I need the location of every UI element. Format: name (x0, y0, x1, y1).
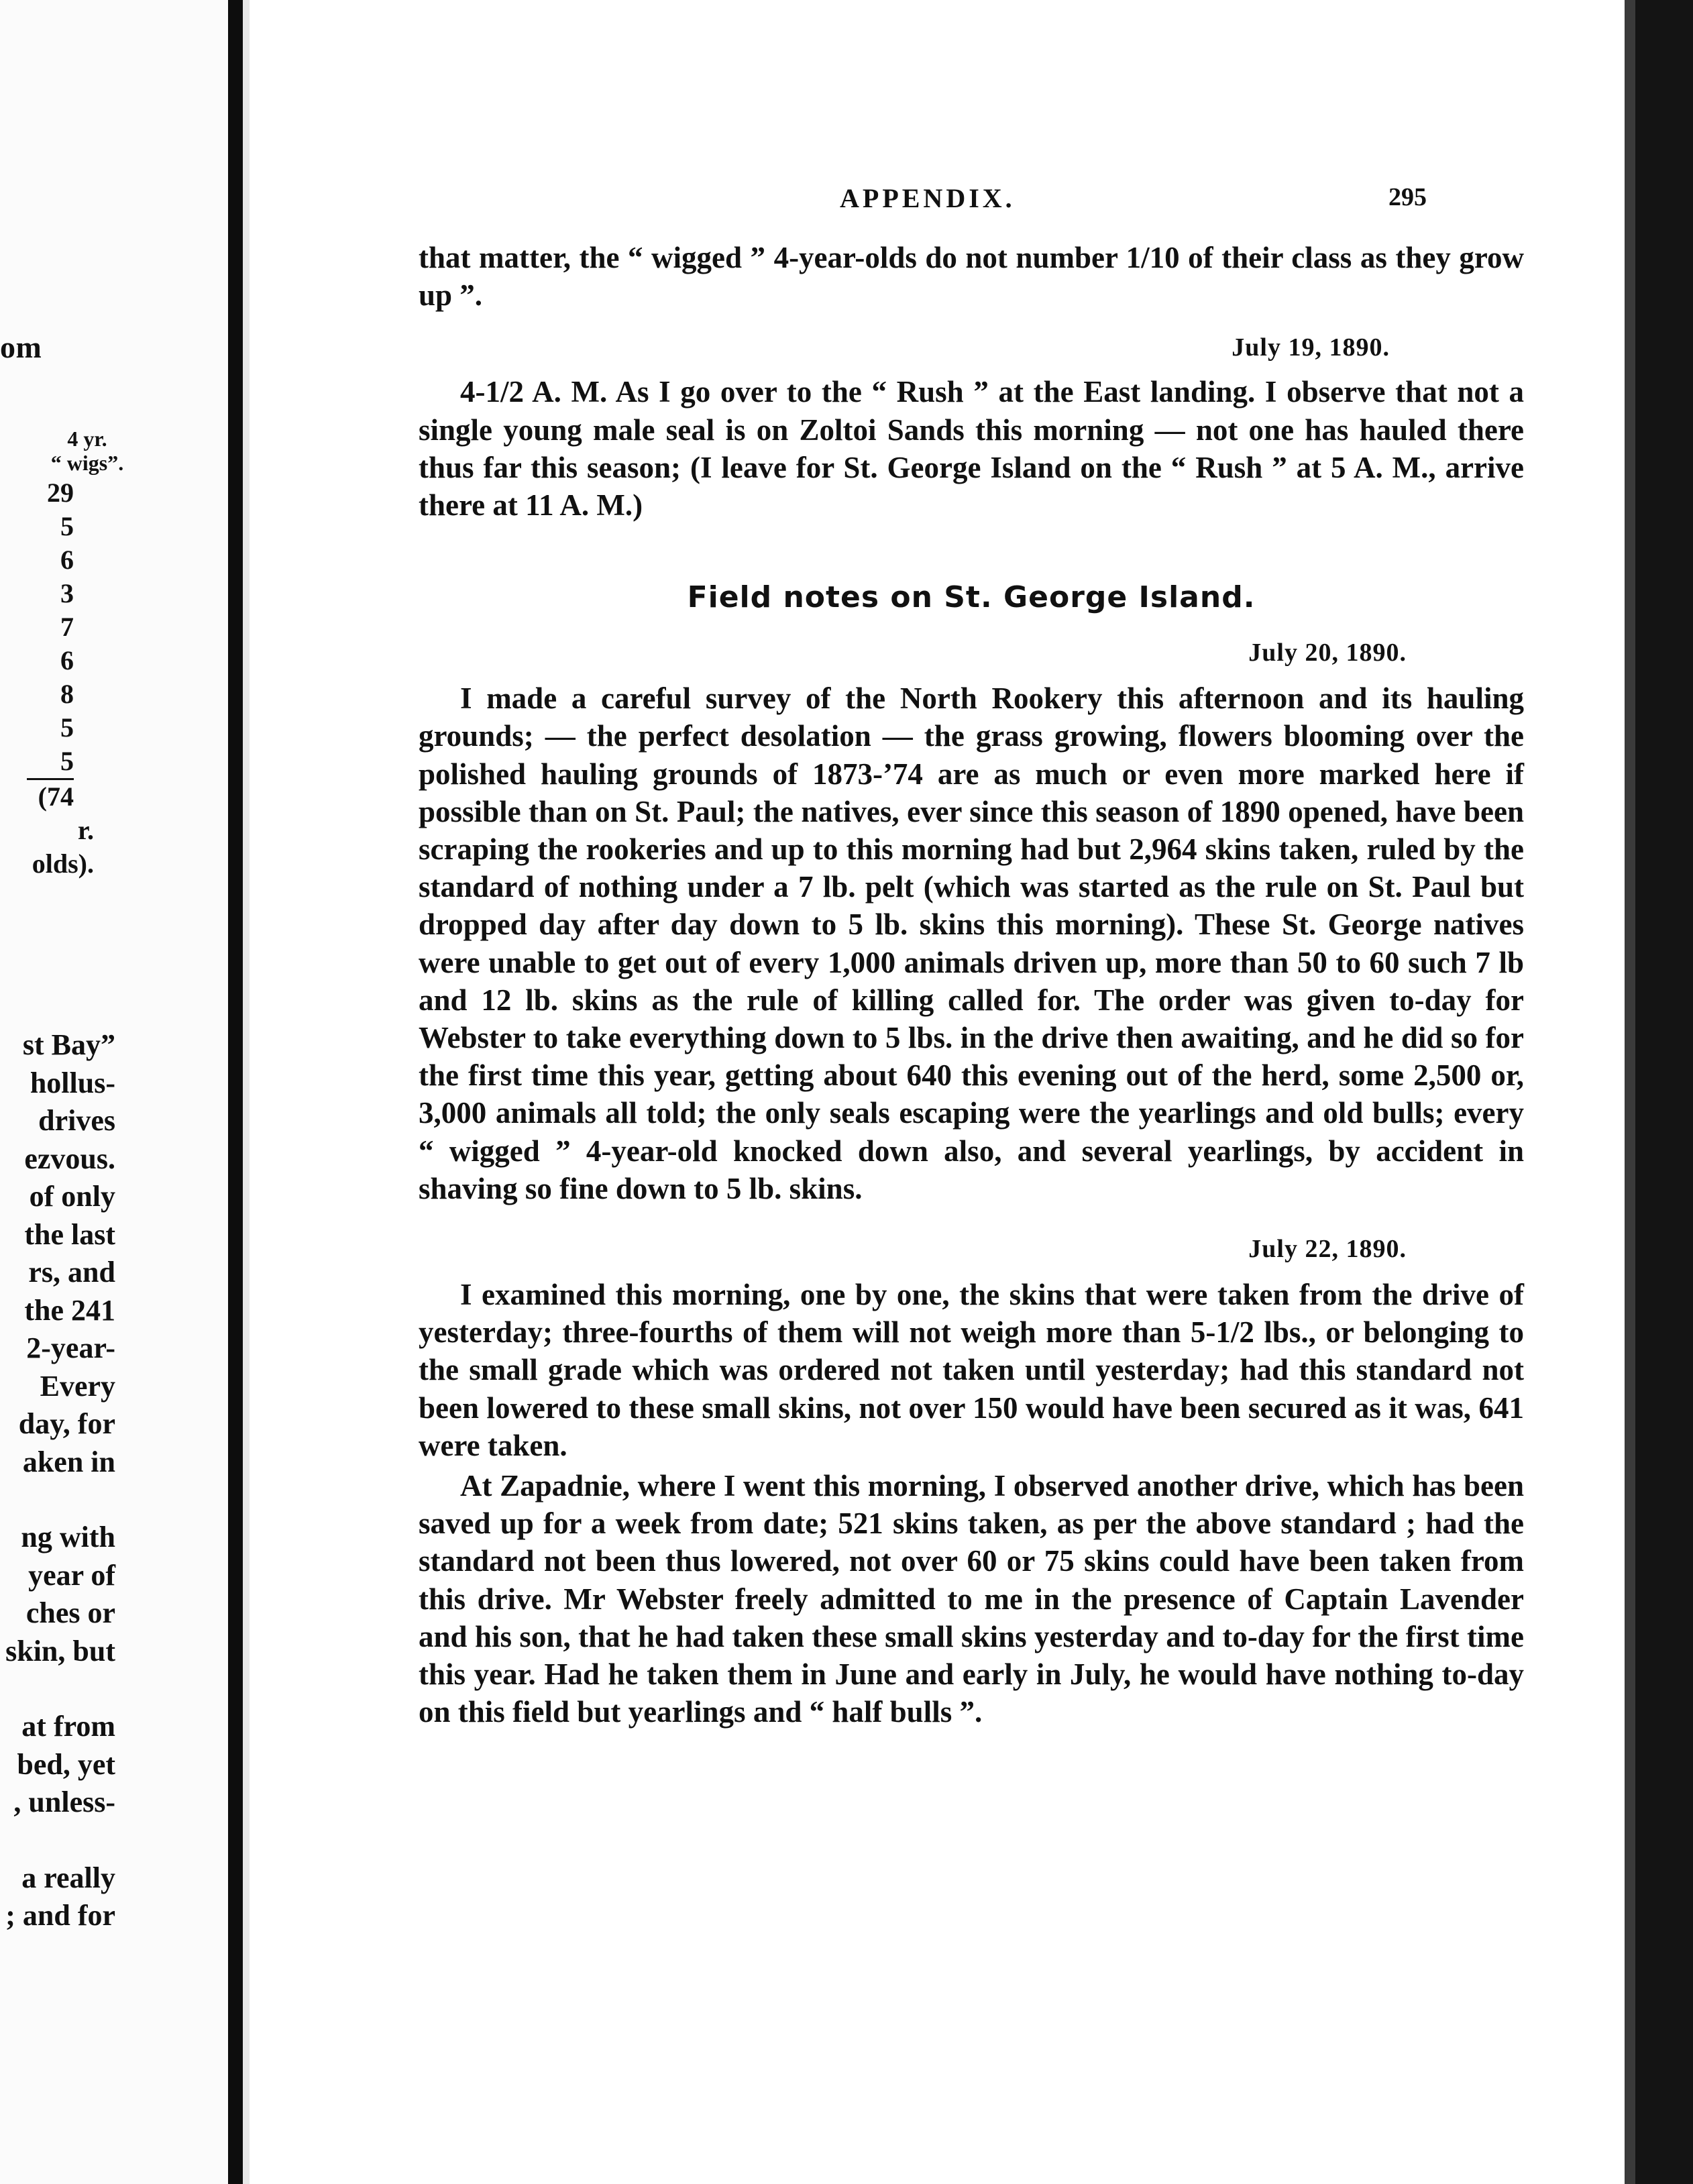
facing-page-number: 6 (60, 545, 74, 575)
facing-page-fragment-line: year of (28, 1558, 115, 1592)
facing-page-number: 29 (47, 478, 74, 508)
paragraph: At Zapadnie, where I went this morning, I observed another drive, which has been saved up for a week from date; 521 skins taken, as per the above standard ; had the standard not been thus lowered, not over 60 or 75 skins could have been taken from this drive. Mr Webster freely admitted to me in the presence of Captain Lavender and his son, that he had taken these small skins yesterday and to-day for the first time this year. Had he taken them in June and early in July, he would have nothing to-day on this field but yearlings and “ half bulls ”. (419, 1469, 1524, 1729)
facing-page-number-column (0, 476, 94, 881)
dateline: July 20, 1890. (1248, 639, 1407, 667)
facing-page-column-title: om (0, 330, 42, 364)
facing-page-fragment-line: st Bay” (22, 1028, 115, 1061)
facing-page-fragment-line: at from (21, 1710, 115, 1743)
facing-page-fragment-line: ; and for (5, 1899, 115, 1932)
facing-page-total: (74 (38, 781, 74, 812)
facing-page-gap (5, 1822, 115, 1859)
facing-page-fragment-line: the 241 (24, 1293, 115, 1327)
facing-page-fragment-line: hollus- (30, 1066, 115, 1099)
facing-page-fragment-line: ches or (25, 1596, 115, 1629)
facing-page-fragment-line: of only (29, 1180, 115, 1213)
facing-page-fragment-line: rs, and (28, 1256, 115, 1289)
page-number: 295 (1388, 183, 1427, 211)
facing-page-fragment-line: day, for (18, 1407, 115, 1440)
paragraph: 4-1/2 A. M. As I go over to the “ Rush ” at the East landing. I observe that not a single young male seal is on Zoltoi Sands this morning — not one has hauled there thus far this season; (I leave for St. George Island on the “ Rush ” at 5 A. M., arrive there at 11 A. M.) (419, 375, 1524, 523)
facing-page-fragment-line: Every (40, 1369, 115, 1403)
continued-paragraph: that matter, the “ wigged ” 4-year-olds do not number 1/10 of their class as they grow up ”. (419, 241, 1524, 313)
book-gutter-edge (243, 0, 250, 2184)
facing-page-heading-line: “ wigs”. (50, 451, 124, 475)
facing-page-number: 7 (60, 612, 74, 642)
paragraph: I examined this morning, one by one, the skins that were taken from the drive of yesterday; three-fourths of them will not weigh more than 5-1/2 lbs., or belonging to the small grade which was ordered not taken until yesterday; had this standard not been lowered to these small skins, not over 150 would have been secured as it was, 641 were taken. (419, 1278, 1524, 1462)
dateline: July 22, 1890. (1248, 1235, 1407, 1264)
scan-edge-shadow (1635, 0, 1693, 2184)
facing-page-fragment-line: aken in (22, 1445, 115, 1478)
book-gutter-shadow (228, 0, 243, 2184)
paragraph: I made a careful survey of the North Rookery this afternoon and its hauling grounds; — the perfect desolation — the grass growing, flowers blooming over the polished hauling grounds of 1873-’74 are as much or even more marked here if possible than on St. Paul; the natives, ever since this season of 1890 opened, have been scraping the rookeries and up to this morning had but 2,964 skins taken, ruled by the standard of nothing under a 7 lb. pelt (which was started as the rule on St. Paul but dropped day after day down to 5 lb. skins this morning). These St. George natives were unable to get out of every 1,000 animals driven up, more than 50 to 60 such 7 lb and 12 lb. skins as the rule of killing called for. The order was given to-day for Webster to take everything down to 5 lbs. in the drive then awaiting, and he did so for the first time this year, getting about 640 this evening out of the herd, some 2,500 or, 3,000 animals all told; the only seals escaping were the yearlings and old bulls; every “ wigged ” 4-year-old knocked down also, and several yearlings, by accident in shaving so fine down to 5 lb. skins. (419, 681, 1524, 1205)
dateline: July 19, 1890. (1232, 333, 1390, 362)
facing-page-total-note: r. olds). (32, 815, 94, 879)
facing-page-gap (5, 1481, 115, 1519)
facing-page-number: 8 (60, 679, 74, 709)
facing-page-number: 5 (60, 712, 74, 743)
facing-page-fragment-line: ng with (21, 1521, 115, 1553)
facing-page-fragment-line: , unless- (13, 1786, 115, 1818)
facing-page-number: 5 (60, 511, 74, 541)
facing-page-number: 5 (60, 746, 74, 776)
facing-page-table-heading (40, 427, 134, 475)
facing-page-fragment-line: ezvous. (24, 1142, 115, 1175)
facing-page-heading-line: 4 yr. (67, 427, 107, 451)
facing-page-fragment (0, 0, 228, 2184)
facing-page-fragment-line: skin, but (5, 1634, 115, 1668)
facing-page-gap (5, 1670, 115, 1708)
scan-edge-line (1625, 0, 1635, 2184)
running-head: APPENDIX. (840, 183, 1016, 213)
facing-page-fragment-line: a really (21, 1861, 115, 1894)
facing-page-number: 3 (60, 578, 74, 608)
book-page (250, 0, 1625, 2184)
facing-page-fragment-line: drives (38, 1104, 115, 1137)
page-body (419, 239, 1524, 1731)
facing-page-number: 6 (60, 645, 74, 675)
facing-page-fragment-line: bed, yet (17, 1747, 115, 1781)
section-title: Field notes on St. George Island. (687, 580, 1256, 615)
facing-page-text-fragments (5, 1026, 115, 1935)
facing-page-fragment-line: the last (24, 1217, 115, 1251)
facing-page-fragment-line: 2-year- (26, 1331, 115, 1364)
